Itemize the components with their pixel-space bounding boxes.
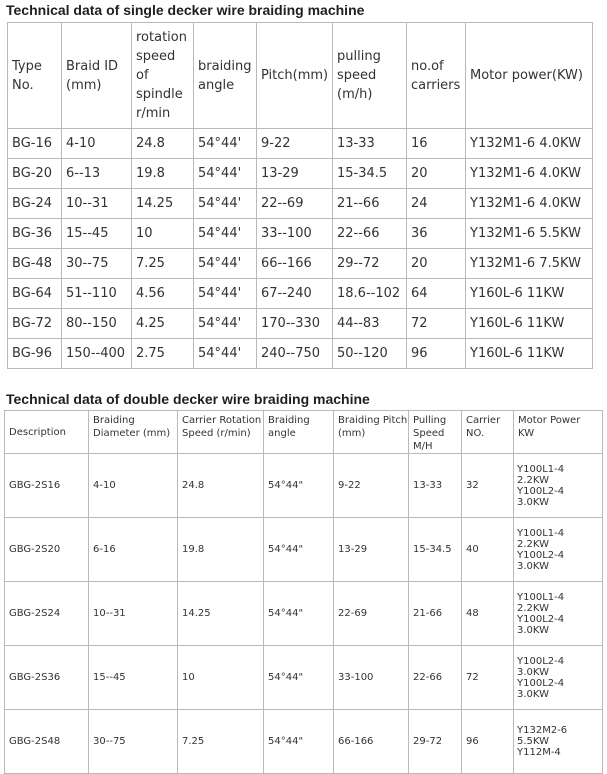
header-line: Motor Power xyxy=(518,415,581,426)
column-header xyxy=(514,411,603,454)
table-cell: Y160L-6 11KW xyxy=(466,309,593,339)
motor-power-line: 2.2KW xyxy=(517,474,549,486)
table-cell: 22-69 xyxy=(334,582,409,646)
table-cell: 66--166 xyxy=(257,249,333,279)
motor-power-line: 2.2KW xyxy=(517,538,549,550)
table-cell: 19.8 xyxy=(132,159,194,189)
header-line: (m/h) xyxy=(337,87,373,102)
table-row xyxy=(8,339,593,369)
table-cell: Y132M1-6 4.0KW xyxy=(466,189,593,219)
motor-power-line: 3.0KW xyxy=(517,496,549,508)
header-line: (mm) xyxy=(338,428,366,439)
table-cell: 33-100 xyxy=(334,646,409,710)
table-row xyxy=(8,189,593,219)
table-cell: 7.25 xyxy=(132,249,194,279)
table-cell: 80--150 xyxy=(62,309,132,339)
table-cell: 54°44' xyxy=(194,129,257,159)
table-cell: 30--75 xyxy=(89,710,178,774)
table-cell: Y160L-6 11KW xyxy=(466,279,593,309)
table-cell: 13-29 xyxy=(334,518,409,582)
table-cell: 54°44' xyxy=(194,279,257,309)
table-cell: 48 xyxy=(462,582,514,646)
table-row xyxy=(8,279,593,309)
table-cell: 54°44' xyxy=(194,159,257,189)
table-cell: 9-22 xyxy=(257,129,333,159)
column-header xyxy=(132,23,194,129)
header-line: KW xyxy=(518,428,535,439)
table-cell: 96 xyxy=(407,339,466,369)
column-header xyxy=(466,23,593,129)
header-line: rotation xyxy=(136,30,187,45)
header-line: NO. xyxy=(466,428,485,439)
header-line: angle xyxy=(198,77,235,93)
table-cell: 2.75 xyxy=(132,339,194,369)
header-line: Carrier xyxy=(466,415,501,426)
table-cell: 10 xyxy=(178,646,264,710)
column-header xyxy=(264,411,334,454)
table-cell: 240--750 xyxy=(257,339,333,369)
table-cell: 54°44' xyxy=(194,249,257,279)
header-line: Description xyxy=(9,426,66,438)
header-line: spindle xyxy=(136,87,183,102)
table-cell: 30--75 xyxy=(62,249,132,279)
header-line: Type xyxy=(12,58,42,74)
motor-power-cell xyxy=(514,454,603,518)
table-cell: 24.8 xyxy=(132,129,194,159)
table-row xyxy=(5,582,603,646)
table-cell: 54°44" xyxy=(264,518,334,582)
table-cell: BG-72 xyxy=(8,309,62,339)
table-cell: 10--31 xyxy=(89,582,178,646)
motor-power-line: 3.0KW xyxy=(517,666,549,678)
table-cell: 44--83 xyxy=(333,309,407,339)
motor-power-line: Y100L1-4 xyxy=(517,591,565,603)
table-cell: 16 xyxy=(407,129,466,159)
table-cell: 13-33 xyxy=(333,129,407,159)
header-line: r/min xyxy=(136,106,171,121)
motor-power-line: Y100L2-4 xyxy=(517,613,565,625)
table-cell: 14.25 xyxy=(132,189,194,219)
header-line: Speed xyxy=(413,428,445,439)
table-cell: 4-10 xyxy=(62,129,132,159)
table-cell: 22-66 xyxy=(409,646,462,710)
table-cell: 22--69 xyxy=(257,189,333,219)
header-line: pulling xyxy=(337,49,381,64)
table-cell: Y132M1-6 5.5KW xyxy=(466,219,593,249)
table-cell: 54°44' xyxy=(194,339,257,369)
table-cell: Y132M1-6 7.5KW xyxy=(466,249,593,279)
table-cell: 4-10 xyxy=(89,454,178,518)
table-cell: 14.25 xyxy=(178,582,264,646)
table-cell: 50--120 xyxy=(333,339,407,369)
table-cell: 21-66 xyxy=(409,582,462,646)
table-cell: 10--31 xyxy=(62,189,132,219)
table-cell: 9-22 xyxy=(334,454,409,518)
motor-power-line: 5.5KW xyxy=(517,736,549,747)
header-line: Pulling xyxy=(413,415,447,426)
double-decker-spec-table xyxy=(4,410,603,774)
header-line: no.of xyxy=(411,58,444,74)
motor-power-line: Y132M2-6 xyxy=(517,725,568,736)
motor-power-line: 3.0KW xyxy=(517,624,549,636)
table-cell: 4.56 xyxy=(132,279,194,309)
table-row xyxy=(8,159,593,189)
motor-power-line: Y112M-4 xyxy=(517,747,561,758)
table-cell: 4.25 xyxy=(132,309,194,339)
table-cell: 54°44" xyxy=(264,582,334,646)
header-line: speed xyxy=(136,49,176,64)
header-line: of xyxy=(136,68,149,83)
header-line: Speed (r/min) xyxy=(182,428,251,439)
motor-power-cell xyxy=(514,646,603,710)
column-header xyxy=(89,411,178,454)
header-line: braiding xyxy=(198,58,252,74)
motor-power-line: Y100L2-4 xyxy=(517,677,565,689)
header-line: Braiding xyxy=(268,415,310,426)
table-cell: 54°44' xyxy=(194,189,257,219)
table-cell: 20 xyxy=(407,249,466,279)
column-header xyxy=(5,411,89,454)
motor-power-line: 3.0KW xyxy=(517,560,549,572)
column-header xyxy=(178,411,264,454)
table-cell: 150--400 xyxy=(62,339,132,369)
table-cell: 15-34.5 xyxy=(409,518,462,582)
table-cell: 21--66 xyxy=(333,189,407,219)
table-cell: 40 xyxy=(462,518,514,582)
column-header xyxy=(333,23,407,129)
table-cell: 66-166 xyxy=(334,710,409,774)
header-line: Braiding Pitch xyxy=(338,415,408,426)
table-cell: BG-20 xyxy=(8,159,62,189)
table-cell: GBG-2S20 xyxy=(5,518,89,582)
table-cell: 54°44" xyxy=(264,710,334,774)
table-cell: BG-64 xyxy=(8,279,62,309)
table-cell: 170--330 xyxy=(257,309,333,339)
table-row xyxy=(5,518,603,582)
motor-power-line: Y100L2-4 xyxy=(517,485,565,497)
table1-title: Technical data of single decker wire braiding machine xyxy=(6,2,365,18)
table-cell: 29--72 xyxy=(333,249,407,279)
table-cell: 29-72 xyxy=(409,710,462,774)
table-cell: 18.6--102 xyxy=(333,279,407,309)
table-cell: 32 xyxy=(462,454,514,518)
table-cell: Y132M1-6 4.0KW xyxy=(466,129,593,159)
column-header xyxy=(407,23,466,129)
table-cell: 54°44" xyxy=(264,646,334,710)
table-cell: 96 xyxy=(462,710,514,774)
table-header-row xyxy=(8,23,593,129)
table-cell: 20 xyxy=(407,159,466,189)
table-cell: 33--100 xyxy=(257,219,333,249)
table-cell: 54°44" xyxy=(264,454,334,518)
motor-power-line: 2.2KW xyxy=(517,602,549,614)
table-cell: BG-16 xyxy=(8,129,62,159)
table-cell: 15-34.5 xyxy=(333,159,407,189)
table-cell: Y132M1-6 4.0KW xyxy=(466,159,593,189)
table-cell: 6--13 xyxy=(62,159,132,189)
table-cell: 67--240 xyxy=(257,279,333,309)
motor-power-line: Y100L2-4 xyxy=(517,655,565,667)
table-row xyxy=(5,454,603,518)
header-line: M/H xyxy=(413,441,433,452)
header-line: Diameter (mm) xyxy=(93,428,171,439)
motor-power-line: Y100L1-4 xyxy=(517,463,565,475)
header-line: No. xyxy=(12,77,34,93)
table-cell: 15--45 xyxy=(89,646,178,710)
header-line: Pitch(mm) xyxy=(261,68,329,83)
header-line: Braiding xyxy=(93,415,135,426)
table-cell: GBG-2S48 xyxy=(5,710,89,774)
table-cell: GBG-2S36 xyxy=(5,646,89,710)
table-cell: 24.8 xyxy=(178,454,264,518)
table-cell: 64 xyxy=(407,279,466,309)
table-cell: 36 xyxy=(407,219,466,249)
table2-title: Technical data of double decker wire braiding machine xyxy=(6,391,370,407)
column-header xyxy=(334,411,409,454)
table-cell: BG-96 xyxy=(8,339,62,369)
table-cell: BG-24 xyxy=(8,189,62,219)
header-line: Motor power(KW) xyxy=(470,68,583,83)
table-cell: 54°44' xyxy=(194,309,257,339)
motor-power-line: Y100L1-4 xyxy=(517,527,565,539)
column-header xyxy=(62,23,132,129)
single-decker-spec-table xyxy=(7,22,593,369)
table-cell: Y160L-6 11KW xyxy=(466,339,593,369)
motor-power-cell xyxy=(514,582,603,646)
table-cell: 10 xyxy=(132,219,194,249)
table-cell: 6-16 xyxy=(89,518,178,582)
table-cell: 22--66 xyxy=(333,219,407,249)
table-cell: GBG-2S24 xyxy=(5,582,89,646)
table-cell: BG-48 xyxy=(8,249,62,279)
table-row xyxy=(8,309,593,339)
table-row xyxy=(8,249,593,279)
table-cell: GBG-2S16 xyxy=(5,454,89,518)
table-cell: 15--45 xyxy=(62,219,132,249)
table-cell: 7.25 xyxy=(178,710,264,774)
table-cell: 72 xyxy=(462,646,514,710)
column-header xyxy=(462,411,514,454)
header-line: (mm) xyxy=(66,77,102,93)
motor-power-line: 3.0KW xyxy=(517,688,549,700)
table-cell: 72 xyxy=(407,309,466,339)
header-line: angle xyxy=(268,428,296,439)
table-cell: BG-36 xyxy=(8,219,62,249)
header-line: speed xyxy=(337,68,377,83)
table-header-row xyxy=(5,411,603,454)
motor-power-line: Y100L2-4 xyxy=(517,549,565,561)
table-row xyxy=(5,646,603,710)
header-line: Braid ID xyxy=(66,58,119,74)
table-cell: 13-33 xyxy=(409,454,462,518)
column-header xyxy=(409,411,462,454)
column-header xyxy=(194,23,257,129)
table-cell: 24 xyxy=(407,189,466,219)
table-cell: 54°44' xyxy=(194,219,257,249)
column-header xyxy=(8,23,62,129)
table-row xyxy=(8,219,593,249)
column-header xyxy=(257,23,333,129)
motor-power-cell xyxy=(514,518,603,582)
table-cell: 19.8 xyxy=(178,518,264,582)
header-line: Carrier Rotation xyxy=(182,415,262,426)
table-cell: 13-29 xyxy=(257,159,333,189)
header-line: carriers xyxy=(411,77,461,93)
table-cell: 51--110 xyxy=(62,279,132,309)
table-row xyxy=(8,129,593,159)
